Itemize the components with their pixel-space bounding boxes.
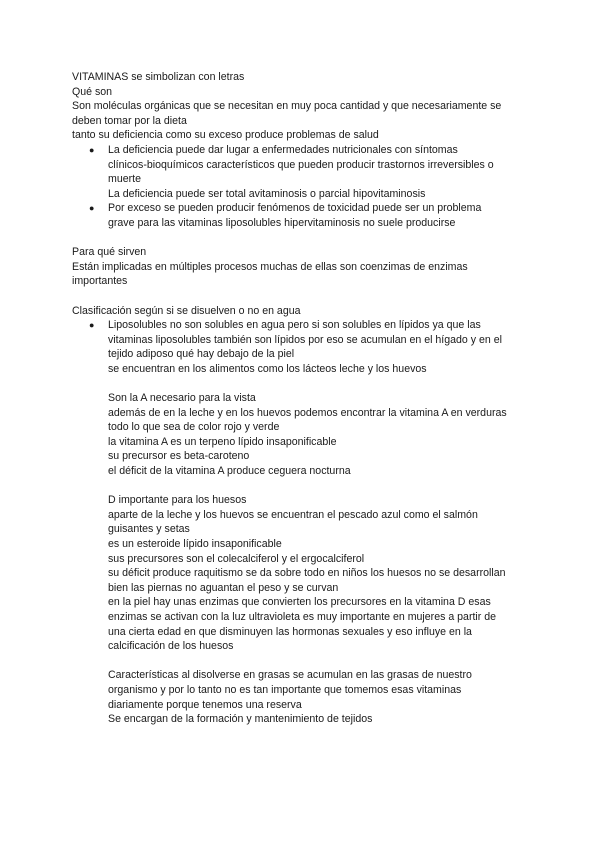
paragraph-line: una cierta edad en que disminuyen las hormonas sexuales y eso influye en la [108, 625, 472, 638]
paragraph-line: deben tomar por la dieta [72, 114, 187, 127]
paragraph-line: todo lo que sea de color rojo y verde [108, 421, 280, 434]
paragraph-line: diariamente porque tenemos una reserva [108, 698, 302, 711]
paragraph-line: bien las piernas no aguantan el peso y se curvan [108, 581, 339, 594]
paragraph-line: en la piel hay unas enzimas que convierten los precursores en la vitamina D esas [108, 596, 491, 609]
paragraph-line: Se encargan de la formación y mantenimiento de tejidos [108, 713, 373, 726]
section-heading-que-son: Qué son [72, 85, 113, 98]
bullet-line: Por exceso se pueden producir fenómenos de toxicidad puede ser un problema [108, 202, 482, 215]
paragraph-line: enzimas se activan con la luz ultravioleta es muy importante en mujeres a partir de [108, 610, 497, 623]
bullet-item-deficiencia [72, 143, 532, 201]
bullet-item-exceso [72, 201, 532, 230]
bullet-item-liposolubles [72, 318, 532, 376]
paragraph-line: además de en la leche y en los huevos podemos encontrar la vitamina A en verduras [108, 406, 507, 419]
document-title: VITAMINAS se simbolizan con letras [72, 71, 245, 83]
paragraph-line: Son moléculas orgánicas que se necesitan en muy poca cantidad y que necesariamente se [72, 100, 502, 113]
bullet-line: La deficiencia puede ser total avitaminosis o parcial hipovitaminosis [108, 187, 426, 200]
paragraph-line: aparte de la leche y los huevos se encuentran el pescado azul como el salmón [108, 508, 478, 521]
bullet-icon: ● [89, 144, 95, 155]
paragraph-line: la vitamina A es un terpeno lípido insaponificable [108, 435, 337, 448]
paragraph-line: el déficit de la vitamina A produce ceguera nocturna [108, 465, 351, 478]
bullet-line: Liposolubles no son solubles en agua pero si son solubles en lípidos ya que las [108, 319, 481, 332]
document-page [72, 70, 532, 727]
bullet-line: La deficiencia puede dar lugar a enfermedades nutricionales con síntomas [108, 143, 458, 156]
bullet-line: grave para las vitaminas liposolubles hipervitaminosis no suele producirse [108, 216, 456, 229]
bullet-line: tejido adiposo qué hay debajo de la piel [108, 348, 295, 361]
vitamina-d-block [72, 493, 532, 654]
paragraph-line: D importante para los huesos [108, 494, 247, 507]
bullet-line: muerte [108, 173, 141, 186]
paragraph-line: su precursor es beta-caroteno [108, 450, 250, 463]
caracteristicas-block [72, 668, 532, 726]
spacer [72, 231, 532, 246]
paragraph-line: importantes [72, 275, 128, 288]
paragraph-line: Características al disolverse en grasas se acumulan en las grasas de nuestro [108, 669, 472, 682]
bullet-icon: ● [89, 320, 95, 331]
paragraph-line: Están implicadas en múltiples procesos muchas de ellas son coenzimas de enzimas [72, 260, 468, 273]
spacer [72, 654, 532, 669]
paragraph-line: Son la A necesario para la vista [108, 392, 256, 405]
paragraph-line: tanto su deficiencia como su exceso produce problemas de salud [72, 129, 379, 142]
spacer [72, 289, 532, 304]
bullet-line: vitaminas liposolubles también son lípidos por eso se acumulan en el hígado y en el [108, 333, 502, 346]
paragraph-line: guisantes y setas [108, 523, 190, 536]
paragraph-line: su déficit produce raquitismo se da sobre todo en niños los huesos no se desarrollan [108, 567, 506, 580]
paragraph-line: organismo y por lo tanto no es tan importante que tomemos esas vitaminas [108, 683, 462, 696]
vitamina-a-block [72, 391, 532, 479]
paragraph-line: es un esteroide lípido insaponificable [108, 538, 282, 550]
bullet-line: clínicos-bioquímicos característicos que pueden producir trastornos irreversibles o [108, 158, 494, 171]
bullet-icon: ● [89, 203, 95, 214]
paragraph-line: sus precursores son el colecalciferol y el ergocalciferol [108, 552, 365, 565]
section-heading-para-que: Para qué sirven [72, 246, 147, 259]
section-heading-clasificacion: Clasificación según si se disuelven o no en agua [72, 304, 301, 317]
spacer [72, 376, 532, 391]
spacer [72, 479, 532, 494]
bullet-line: se encuentran en los alimentos como los lácteos leche y los huevos [108, 362, 427, 375]
paragraph-line: calcificación de los huesos [108, 640, 234, 653]
